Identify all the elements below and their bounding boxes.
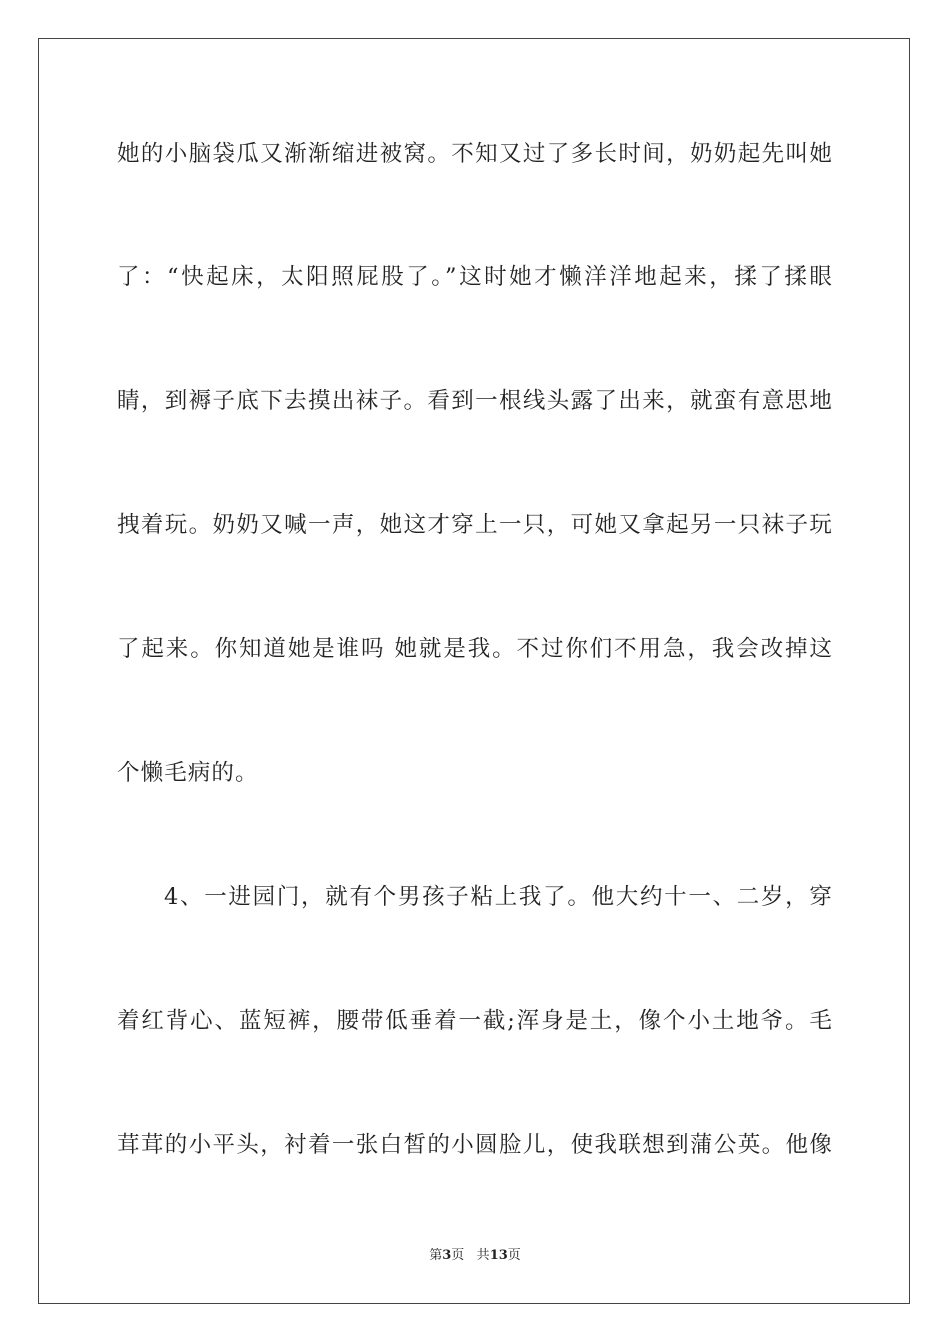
paragraph-start-line: 4、一进园门，就有个男孩子粘上我了。他大约十一、二岁，穿 xyxy=(164,884,833,910)
footer-total-prefix: 共 xyxy=(476,1248,490,1263)
page-border xyxy=(38,38,910,1304)
text-line: 了起来。你知道她是谁吗 她就是我。不过你们不用急，我会改掉这 xyxy=(117,636,833,662)
footer-total-pages: 13 xyxy=(489,1248,508,1263)
text-line: 个懒毛病的。 xyxy=(117,760,259,786)
footer-prefix: 第 xyxy=(429,1248,443,1263)
text-line: 了：“快起床，太阳照屁股了。”这时她才懒洋洋地起来，揉了揉眼 xyxy=(117,264,833,290)
footer-page-suffix: 页 xyxy=(451,1248,465,1263)
footer-total-suffix: 页 xyxy=(507,1248,521,1263)
text-line: 茸茸的小平头，衬着一张白皙的小圆脸儿，使我联想到蒲公英。他像 xyxy=(117,1132,833,1158)
text-line: 拽着玩。奶奶又喊一声，她这才穿上一只，可她又拿起另一只袜子玩 xyxy=(117,512,833,538)
text-line: 着红背心、蓝短裤，腰带低垂着一截;浑身是土，像个小土地爷。毛 xyxy=(117,1008,833,1034)
footer-page-number: 3 xyxy=(442,1248,452,1263)
text-line: 睛，到褥子底下去摸出袜子。看到一根线头露了出来，就蛮有意思地 xyxy=(117,388,833,414)
text-line: 她的小脑袋瓜又渐渐缩进被窝。不知又过了多长时间，奶奶起先叫她 xyxy=(117,141,833,167)
page-footer xyxy=(0,1247,950,1265)
